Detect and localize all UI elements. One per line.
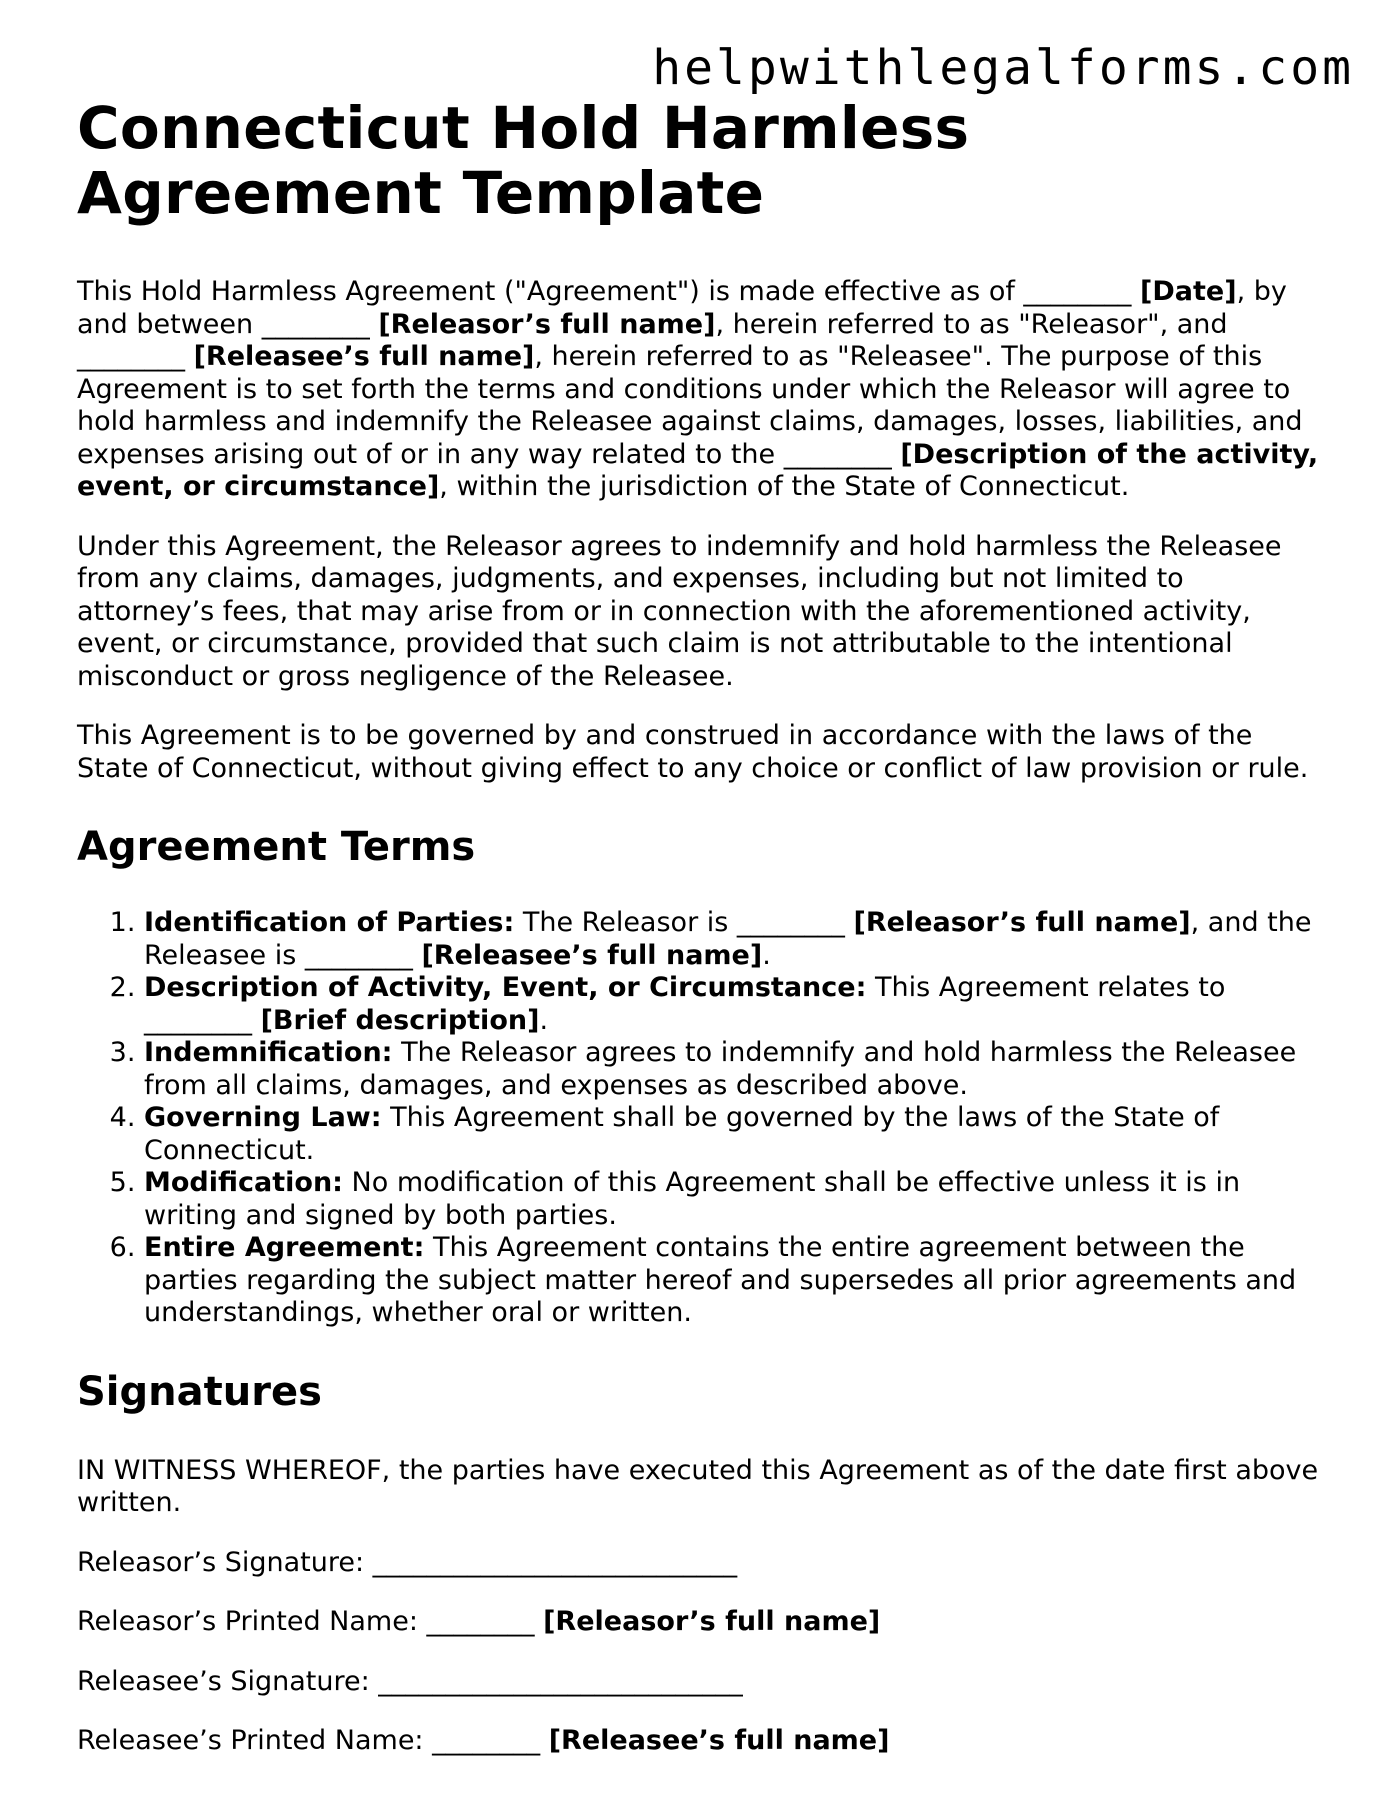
term-item	[144, 972, 1327, 1037]
releasor-placeholder: [Releasor’s full name]	[378, 308, 716, 340]
term-text: This Agreement contains the entire agreement between the parties regarding the subject matter hereof and supersedes all prior agreements and understandings, whether oral or written.	[144, 1232, 1297, 1328]
term-label: Description of Activity, Event, or Circumstance:	[144, 972, 867, 1003]
term-label: Indemnification:	[144, 1037, 393, 1068]
signatures-heading: Signatures	[77, 1368, 322, 1415]
term-item	[144, 907, 1327, 972]
description-placeholder: [Description of the activity, event, or circumstance]	[77, 438, 1319, 502]
releasor-signature-line: Releasor’s Signature: ___________________________	[77, 1546, 738, 1578]
witness-paragraph: IN WITNESS WHEREOF, the parties have executed this Agreement as of the date first above written.	[77, 1454, 1319, 1518]
term-text: .	[539, 1004, 549, 1036]
releasor-printed-name-line	[77, 1606, 1327, 1639]
date-placeholder: [Date]	[1140, 276, 1237, 307]
terms-heading: Agreement Terms	[77, 824, 476, 870]
term-item	[144, 1167, 1327, 1232]
intro-text-2: , by and between ________	[77, 276, 1287, 340]
intro-text-5: , within the jurisdiction of the State of Connecticut.	[439, 471, 1130, 502]
term-label: Modification:	[144, 1167, 343, 1198]
term-text: The Releasor is ________	[514, 907, 854, 938]
term-text: , and the Releasee is ________	[144, 907, 1312, 971]
indemnify-paragraph: Under this Agreement, the Releasor agrees to indemnify and hold harmless the Releasee from any claims, damages, judgments, and expenses, including but not limited to attorney’s fees, that may arise from or in connection with the aforementioned activity, event, or circumstance, provided that such claim is not attributable to the intentional misconduct or gross negligence of the Releasee.	[77, 530, 1282, 692]
releasee-printed-label: Releasee’s Printed Name: ________	[77, 1725, 549, 1756]
term-label: Entire Agreement:	[144, 1232, 425, 1263]
watermark: helpwithlegalforms.com	[652, 40, 1354, 96]
releasor-printed-placeholder: [Releasor’s full name]	[543, 1606, 881, 1637]
term-text: No modification of this Agreement shall be effective unless it is in writing and signed by both parties.	[144, 1167, 1241, 1231]
intro-text-4: , herein referred to as "Releasee". The purpose of this Agreement is to set forth the terms and conditions under which the Releasor will agree to hold harmless and indemnify the Releasee against claims, damages, losses, liabilities, and expenses arising out of or in any way related to the ________	[77, 341, 1303, 470]
governing-paragraph: This Agreement is to be governed by and construed in accordance with the laws of the State of Connecticut, without giving effect to any choice or conflict of law provision or rule.	[77, 720, 1309, 784]
releasor-printed-label: Releasor’s Printed Name: ________	[77, 1606, 544, 1637]
term-item	[144, 1102, 1327, 1167]
document-page	[77, 96, 1327, 1758]
page-title: Connecticut Hold Harmless Agreement Template	[77, 94, 970, 227]
term-text: .	[762, 939, 771, 971]
term-text: This Agreement relates to ________	[144, 972, 1226, 1036]
term-placeholder: [Releasor’s full name]	[853, 907, 1191, 938]
intro-text-1: This Hold Harmless Agreement ("Agreement") is made effective as of ________	[77, 276, 1141, 307]
term-label: Identification of Parties:	[144, 907, 515, 938]
term-text: This Agreement shall be governed by the laws of the State of Connecticut.	[144, 1102, 1220, 1166]
term-text: The Releasor agrees to indemnify and hold harmless the Releasee from all claims, damages, and expenses as described above.	[144, 1037, 1297, 1101]
intro-paragraph	[77, 276, 1327, 504]
term-item	[144, 1037, 1327, 1102]
releasee-printed-placeholder: [Releasee’s full name]	[548, 1725, 890, 1756]
intro-text-3: , herein referred to as "Releasor", and ________	[77, 308, 1228, 372]
releasee-printed-name-line	[77, 1725, 1327, 1758]
releasee-placeholder: [Releasee’s full name]	[193, 341, 535, 372]
term-placeholder: [Releasee’s full name]	[421, 939, 763, 971]
terms-list	[77, 907, 1327, 1330]
term-label: Governing Law:	[144, 1102, 382, 1133]
term-placeholder: [Brief description]	[260, 1004, 540, 1036]
term-item	[144, 1232, 1327, 1330]
releasee-signature-line: Releasee’s Signature: ___________________________	[77, 1665, 743, 1697]
